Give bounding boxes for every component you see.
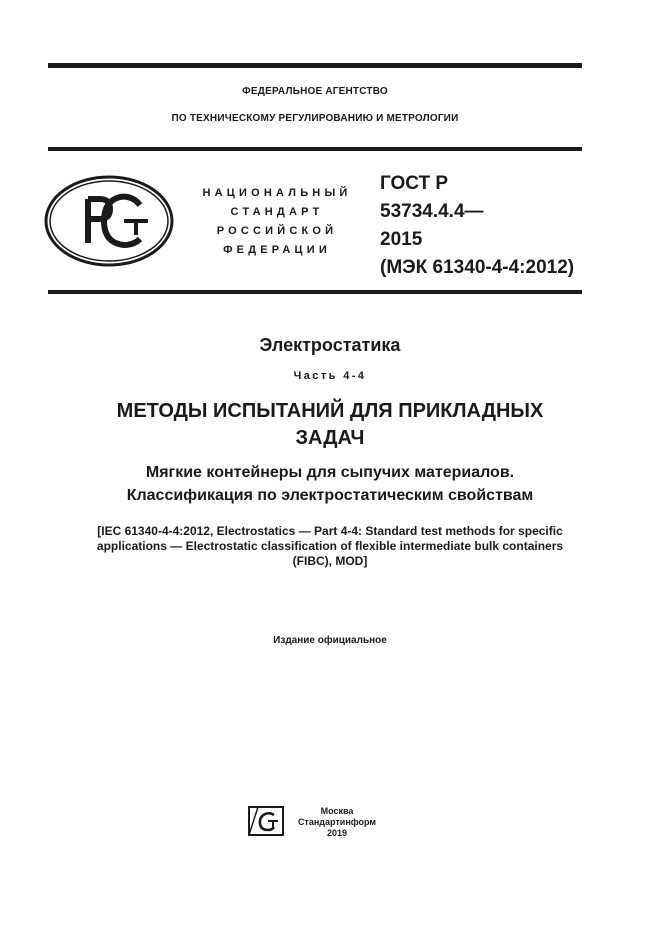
edition-label: Издание официальное <box>273 635 387 646</box>
header-divider <box>48 147 582 151</box>
standard-designation <box>380 170 590 282</box>
national-standard-label <box>184 184 370 260</box>
agency-name-line2: ПО ТЕХНИЧЕСКОМУ РЕГУЛИРОВАНИЮ И МЕТРОЛОГИИ <box>171 113 459 124</box>
national-standard-line4: ФЕДЕРАЦИИ <box>223 244 331 256</box>
subtitle-line1: Мягкие контейнеры для сыпучих материалов. <box>145 464 515 481</box>
iec-reference <box>52 524 608 569</box>
document-main-title <box>40 398 620 452</box>
publisher-city: Москва <box>320 806 354 816</box>
iec-reference-line1: [IEC 61340-4-4:2012, Electrostatics — Part 4-4: Standard test methods for specific <box>97 524 563 538</box>
main-title-line1: МЕТОДЫ ИСПЫТАНИЙ ДЛЯ ПРИКЛАДНЫХ <box>116 400 544 422</box>
standard-id-line2: 53734.4.4— <box>380 201 484 222</box>
publisher-block <box>292 806 382 839</box>
national-standard-line3: РОССИЙСКОЙ <box>216 225 338 237</box>
publisher-name: Стандартинформ <box>297 817 377 827</box>
national-standard-line1: НАЦИОНАЛЬНЫЙ <box>202 187 352 199</box>
iec-reference-line2: applications — Electrostatic classification of flexible intermediate bulk containers <box>96 539 564 553</box>
publisher-year: 2019 <box>326 828 348 838</box>
document-subtitle <box>40 461 620 507</box>
standard-id-line1: ГОСТ Р <box>380 173 449 194</box>
subtitle-line2: Классификация по электростатическим свойствам <box>126 487 534 504</box>
document-topic: Электростатика <box>259 335 401 355</box>
title-divider <box>48 290 582 294</box>
top-rule <box>48 63 582 68</box>
standartinform-logo-icon <box>248 806 284 836</box>
iec-reference-line3: (FIBC), MOD] <box>292 554 368 568</box>
standard-id-line4: (МЭК 61340-4-4:2012) <box>380 257 575 278</box>
main-title-line2: ЗАДАЧ <box>295 427 365 449</box>
agency-name-line1: ФЕДЕРАЛЬНОЕ АГЕНТСТВО <box>242 86 388 97</box>
rosstandart-logo-icon <box>44 175 174 267</box>
document-part: Часть 4-4 <box>293 370 367 382</box>
standard-id-line3: 2015 <box>380 229 423 250</box>
national-standard-line2: СТАНДАРТ <box>230 206 324 218</box>
